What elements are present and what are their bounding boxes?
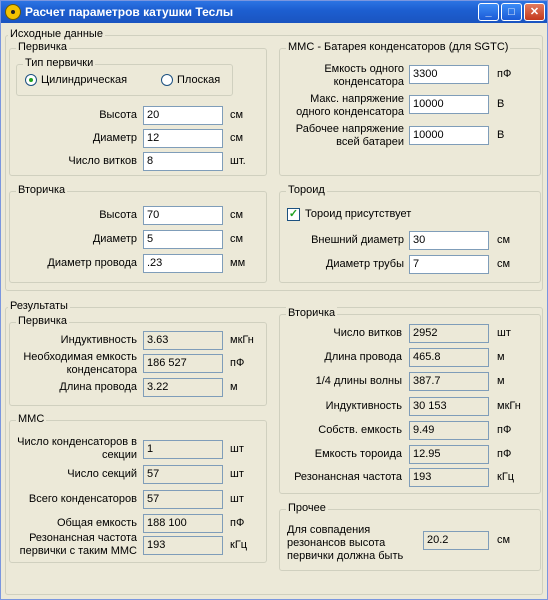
res-mmc-sections-field[interactable]: 57	[143, 465, 223, 484]
radio-flat-label[interactable]: Плоская	[177, 74, 221, 86]
primary-turns-field[interactable]: 8	[143, 152, 223, 171]
secondary-height-field[interactable]: 70	[143, 206, 223, 225]
res-sec-wire-field[interactable]: 465.8	[409, 348, 489, 367]
toroid-outer-label: Внешний диаметр	[311, 234, 404, 246]
mmc-cap-label: Емкость одного конденсатора	[324, 63, 404, 88]
res-sec-freq-unit: кГц	[497, 471, 515, 483]
window-title: Расчет параметров катушки Теслы	[25, 5, 234, 19]
res-sec-quarter-field[interactable]: 387.7	[409, 372, 489, 391]
res-primary-cap-unit: пФ	[230, 357, 245, 369]
minimize-button[interactable]: _	[478, 3, 499, 21]
res-sec-selfcap-field[interactable]: 9.49	[409, 421, 489, 440]
toroid-present-label[interactable]: Тороид присутствует	[305, 208, 412, 220]
res-sec-freq-field[interactable]: 193	[409, 468, 489, 487]
radio-flat[interactable]	[161, 74, 173, 86]
res-mmc-totalcap-field[interactable]: 188 100	[143, 514, 223, 533]
res-mmc-sections-unit: шт	[230, 468, 244, 480]
res-sec-selfcap-label: Собств. емкость	[318, 424, 402, 436]
secondary-height-label: Высота	[99, 209, 137, 221]
primary-type-title: Тип первички	[25, 57, 94, 69]
close-button[interactable]: ✕	[524, 3, 545, 21]
secondary-diameter-label: Диаметр	[92, 233, 137, 245]
res-mmc-caps-unit: шт	[230, 443, 244, 455]
mmc-vwork-label: Рабочее напряжение всей батареи	[295, 123, 404, 148]
radio-cylindrical[interactable]	[25, 74, 37, 86]
res-sec-turns-field[interactable]: 2952	[409, 324, 489, 343]
res-mmc-caps-field[interactable]: 1	[143, 440, 223, 459]
radio-cylindrical-label[interactable]: Цилиндрическая	[41, 74, 128, 86]
mmc-vmax-unit: В	[497, 98, 505, 110]
res-sec-turns-label: Число витков	[333, 327, 402, 339]
res-other-match-label: Для совпадения резонансов высота первички должна быть	[287, 524, 404, 562]
res-sec-selfcap-unit: пФ	[497, 424, 512, 436]
primary-group-title: Первичка	[18, 41, 68, 53]
secondary-diameter-unit: см	[230, 233, 244, 245]
primary-diameter-field[interactable]: 12	[143, 129, 223, 148]
res-primary-ind-field[interactable]: 3.63	[143, 331, 223, 350]
mmc-input-title: ММС - Батарея конденсаторов (для SGTC)	[288, 41, 509, 53]
primary-diameter-label: Диаметр	[92, 132, 137, 144]
toroid-title: Тороид	[288, 184, 325, 196]
secondary-height-unit: см	[230, 209, 244, 221]
res-primary-wire-field[interactable]: 3.22	[143, 378, 223, 397]
primary-diameter-unit: см	[230, 132, 244, 144]
res-sec-wire-unit: м	[497, 351, 505, 363]
primary-height-unit: см	[230, 109, 244, 121]
res-primary-cap-label: Необходимая емкость конденсатора	[23, 351, 137, 376]
toroid-outer-field[interactable]: 30	[409, 231, 489, 250]
toroid-present-checkbox[interactable]: ✓	[288, 208, 299, 220]
secondary-input-title: Вторичка	[18, 184, 66, 196]
res-other-match-field[interactable]: 20.2	[423, 531, 489, 550]
res-mmc-total-label: Всего конденсаторов	[28, 493, 137, 505]
mmc-cap-field[interactable]: 3300	[409, 65, 489, 84]
mmc-vwork-field[interactable]: 10000	[409, 126, 489, 145]
primary-height-field[interactable]: 20	[143, 106, 223, 125]
res-sec-torcap-label: Емкость тороида	[314, 448, 402, 460]
res-sec-quarter-unit: м	[497, 375, 505, 387]
results-group-title: Результаты	[10, 300, 68, 312]
toroid-tube-field[interactable]: 7	[409, 255, 489, 274]
res-mmc-totalcap-label: Общая емкость	[56, 517, 137, 529]
res-primary-wire-label: Длина провода	[59, 381, 137, 393]
secondary-wire-unit: мм	[230, 257, 246, 269]
res-primary-ind-unit: мкГн	[230, 334, 254, 346]
res-mmc-totalcap-unit: пФ	[230, 517, 245, 529]
res-mmc-total-field[interactable]: 57	[143, 490, 223, 509]
input-group-title: Исходные данные	[10, 28, 103, 40]
mmc-vwork-unit: В	[497, 129, 505, 141]
res-primary-ind-label: Индуктивность	[60, 334, 137, 346]
toroid-tube-label: Диаметр трубы	[325, 258, 404, 270]
secondary-wire-label: Диаметр провода	[47, 257, 137, 269]
toroid-outer-unit: см	[497, 234, 511, 246]
res-mmc-total-unit: шт	[230, 493, 244, 505]
res-sec-ind-unit: мкГн	[497, 400, 521, 412]
res-mmc-freq-label: Резонансная частота первички с таким ММС	[19, 532, 137, 557]
res-mmc-sections-label: Число секций	[67, 468, 137, 480]
res-primary-wire-unit: м	[230, 381, 238, 393]
secondary-results-title: Вторичка	[288, 307, 336, 319]
title-bar[interactable]	[1, 1, 547, 23]
mmc-vmax-label: Макс. напряжение одного конденсатора	[296, 93, 404, 118]
res-primary-cap-field[interactable]: 186 527	[143, 354, 223, 373]
res-mmc-freq-field[interactable]: 193	[143, 536, 223, 555]
res-sec-freq-label: Резонансная частота	[294, 471, 402, 483]
res-sec-quarter-label: 1/4 длины волны	[315, 375, 402, 387]
res-sec-wire-label: Длина провода	[324, 351, 402, 363]
secondary-wire-field[interactable]: .23	[143, 254, 223, 273]
secondary-diameter-field[interactable]: 5	[143, 230, 223, 249]
radiation-icon	[5, 4, 21, 20]
res-mmc-caps-label: Число конденсаторов в секции	[17, 436, 137, 461]
mmc-vmax-field[interactable]: 10000	[409, 95, 489, 114]
primary-results-title: Первичка	[18, 315, 68, 327]
res-mmc-freq-unit: кГц	[230, 539, 248, 551]
mmc-results-title: ММС	[18, 413, 45, 425]
toroid-tube-unit: см	[497, 258, 511, 270]
maximize-button[interactable]: □	[501, 3, 522, 21]
mmc-cap-unit: пФ	[497, 68, 512, 80]
other-title: Прочее	[288, 502, 326, 514]
res-sec-turns-unit: шт	[497, 327, 511, 339]
res-sec-ind-field[interactable]: 30 153	[409, 397, 489, 416]
res-sec-torcap-field[interactable]: 12.95	[409, 445, 489, 464]
res-sec-ind-label: Индуктивность	[325, 400, 402, 412]
res-other-match-unit: см	[497, 534, 511, 546]
primary-turns-label: Число витков	[68, 155, 137, 167]
primary-height-label: Высота	[99, 109, 137, 121]
primary-turns-unit: шт.	[230, 155, 246, 167]
res-sec-torcap-unit: пФ	[497, 448, 512, 460]
